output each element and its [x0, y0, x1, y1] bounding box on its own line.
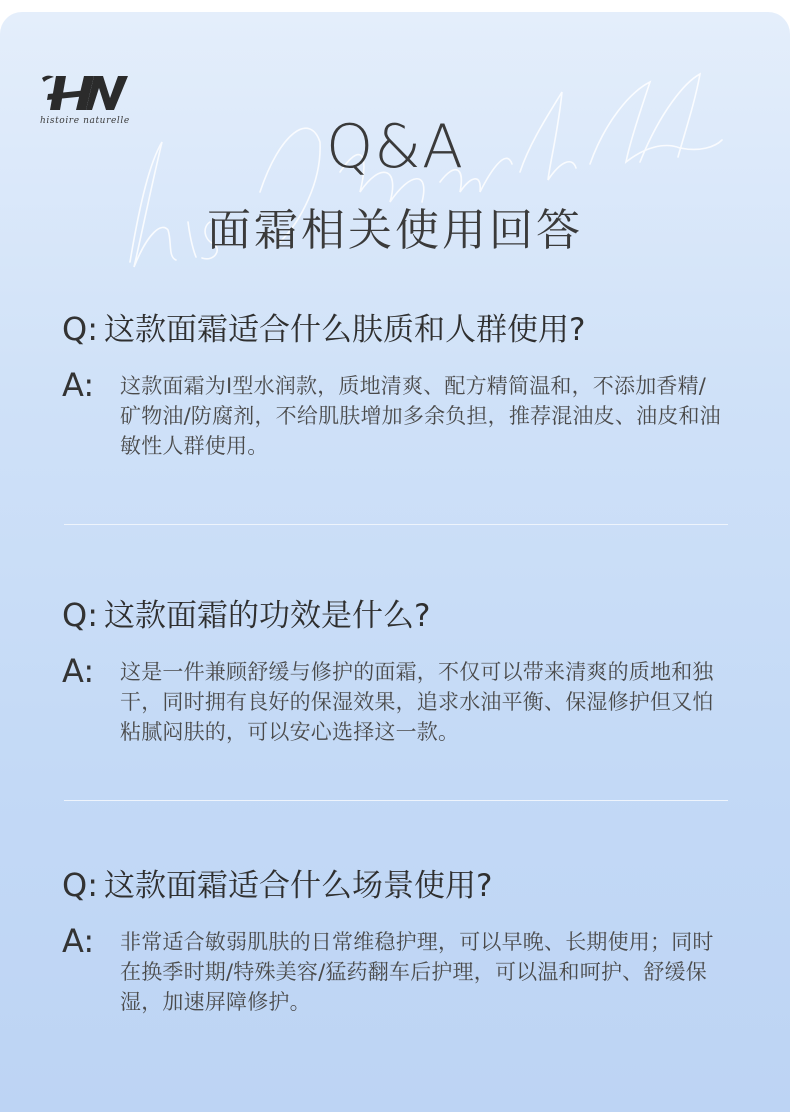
divider: [64, 800, 728, 801]
answer-row: [62, 366, 732, 461]
question-prefix: Q:: [62, 866, 98, 904]
page-title: Q&A: [325, 112, 465, 182]
question-prefix: Q:: [62, 596, 98, 634]
answer-text: 这款面霜为I型水润款，质地清爽、配方精简温和，不添加香精/矿物油/防腐剂，不给肌肤增加多余负担，推荐混油皮、油皮和油敏性人群使用。: [120, 374, 721, 458]
qa-item: [62, 304, 732, 461]
answer-text: 非常适合敏弱肌肤的日常维稳护理，可以早晚、长期使用；同时在换季时期/特殊美容/猛药翻车后护理，可以温和呵护、舒缓保湿，加速屏障修护。: [120, 930, 714, 1014]
page-subtitle: 面霜相关使用回答: [207, 205, 583, 256]
question-text: 这款面霜的功效是什么?: [103, 598, 431, 634]
question-row: [62, 590, 732, 635]
qa-item: [62, 860, 732, 1017]
question-row: [62, 860, 732, 905]
answer-row: [62, 922, 732, 1017]
answer-prefix: A:: [62, 922, 95, 960]
question-text: 这款面霜适合什么肤质和人群使用?: [103, 312, 586, 348]
answer-prefix: A:: [62, 366, 95, 404]
brand-logo: [40, 72, 140, 114]
qa-item: [62, 590, 732, 747]
answer-text: 这是一件兼顾舒缓与修护的面霜，不仅可以带来清爽的质地和独干，同时拥有良好的保湿效果，追求水油平衡、保湿修护但又怕粘腻闷肤的，可以安心选择这一款。: [120, 660, 714, 744]
question-row: [62, 304, 732, 349]
logo-subtitle: histoire naturelle: [40, 116, 130, 126]
question-prefix: Q:: [62, 310, 98, 348]
page-card: [0, 12, 790, 1112]
answer-row: [62, 652, 732, 747]
logo-mark-icon: [40, 72, 132, 114]
answer-prefix: A:: [62, 652, 95, 690]
divider: [64, 524, 728, 525]
question-text: 这款面霜适合什么场景使用?: [103, 868, 493, 904]
